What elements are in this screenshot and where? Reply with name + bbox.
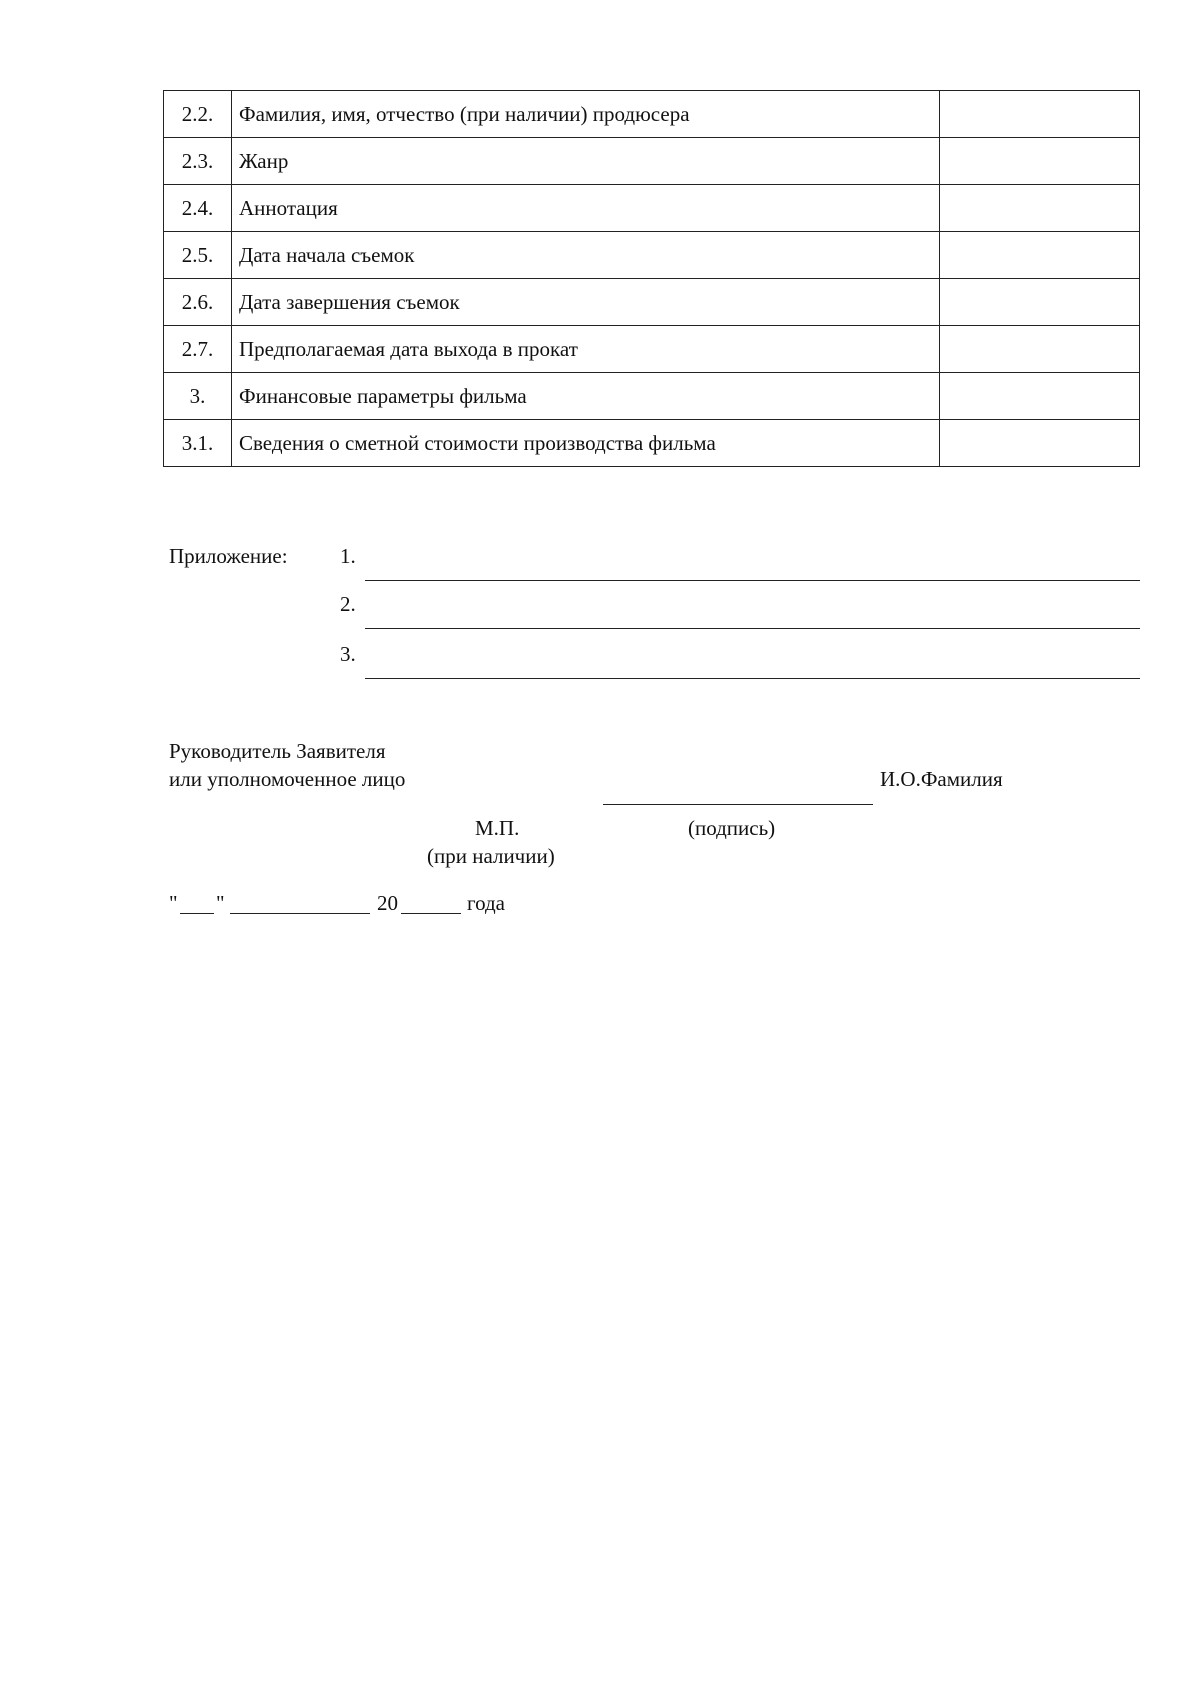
signatory-title-line1: Руководитель Заявителя bbox=[169, 739, 386, 763]
row-number: 2.3. bbox=[164, 138, 232, 185]
row-value-cell[interactable] bbox=[940, 279, 1140, 326]
table-row bbox=[164, 138, 1140, 185]
row-value-cell[interactable] bbox=[940, 326, 1140, 373]
row-value-cell[interactable] bbox=[940, 185, 1140, 232]
row-label: Дата завершения съемок bbox=[232, 279, 940, 326]
row-label: Предполагаемая дата выхода в прокат bbox=[232, 326, 940, 373]
row-value-cell[interactable] bbox=[940, 420, 1140, 467]
signatory-name: И.О.Фамилия bbox=[880, 767, 1003, 791]
table-row bbox=[164, 232, 1140, 279]
row-label: Финансовые параметры фильма bbox=[232, 373, 940, 420]
month-line[interactable] bbox=[230, 913, 370, 914]
row-label: Жанр bbox=[232, 138, 940, 185]
table-row bbox=[164, 185, 1140, 232]
table-row bbox=[164, 373, 1140, 420]
date-century: 20 bbox=[377, 891, 398, 915]
row-label: Сведения о сметной стоимости производства фильма bbox=[232, 420, 940, 467]
table-row bbox=[164, 279, 1140, 326]
row-number: 2.7. bbox=[164, 326, 232, 373]
date-year-word: года bbox=[467, 891, 505, 915]
row-number: 2.6. bbox=[164, 279, 232, 326]
signature-line[interactable] bbox=[603, 804, 873, 805]
row-value-cell[interactable] bbox=[940, 91, 1140, 138]
attachment-number: 2. bbox=[340, 592, 356, 616]
row-label: Фамилия, имя, отчество (при наличии) продюсера bbox=[232, 91, 940, 138]
attachment-number: 1. bbox=[340, 544, 356, 568]
attachment-number: 3. bbox=[340, 642, 356, 666]
table-row bbox=[164, 420, 1140, 467]
table-row bbox=[164, 326, 1140, 373]
row-value-cell[interactable] bbox=[940, 232, 1140, 279]
date-close-quote: " bbox=[216, 891, 225, 915]
signatory-title-line2: или уполномоченное лицо bbox=[169, 767, 406, 791]
parameters-table-body bbox=[164, 91, 1140, 467]
row-number: 3. bbox=[164, 373, 232, 420]
date-open-quote: " bbox=[169, 891, 178, 915]
stamp-note: (при наличии) bbox=[427, 844, 555, 868]
table-row bbox=[164, 91, 1140, 138]
attachment-line[interactable] bbox=[365, 580, 1140, 581]
row-label: Аннотация bbox=[232, 185, 940, 232]
attachment-line[interactable] bbox=[365, 678, 1140, 679]
parameters-table bbox=[163, 90, 1140, 467]
row-value-cell[interactable] bbox=[940, 138, 1140, 185]
row-label: Дата начала съемок bbox=[232, 232, 940, 279]
attachment-line[interactable] bbox=[365, 628, 1140, 629]
day-line[interactable] bbox=[180, 913, 214, 914]
stamp-label: М.П. bbox=[475, 816, 520, 840]
row-number: 2.4. bbox=[164, 185, 232, 232]
row-number: 2.5. bbox=[164, 232, 232, 279]
row-value-cell[interactable] bbox=[940, 373, 1140, 420]
signature-caption: (подпись) bbox=[688, 816, 776, 840]
row-number: 2.2. bbox=[164, 91, 232, 138]
row-number: 3.1. bbox=[164, 420, 232, 467]
attachments-label: Приложение: bbox=[169, 544, 288, 568]
year-line[interactable] bbox=[401, 913, 461, 914]
